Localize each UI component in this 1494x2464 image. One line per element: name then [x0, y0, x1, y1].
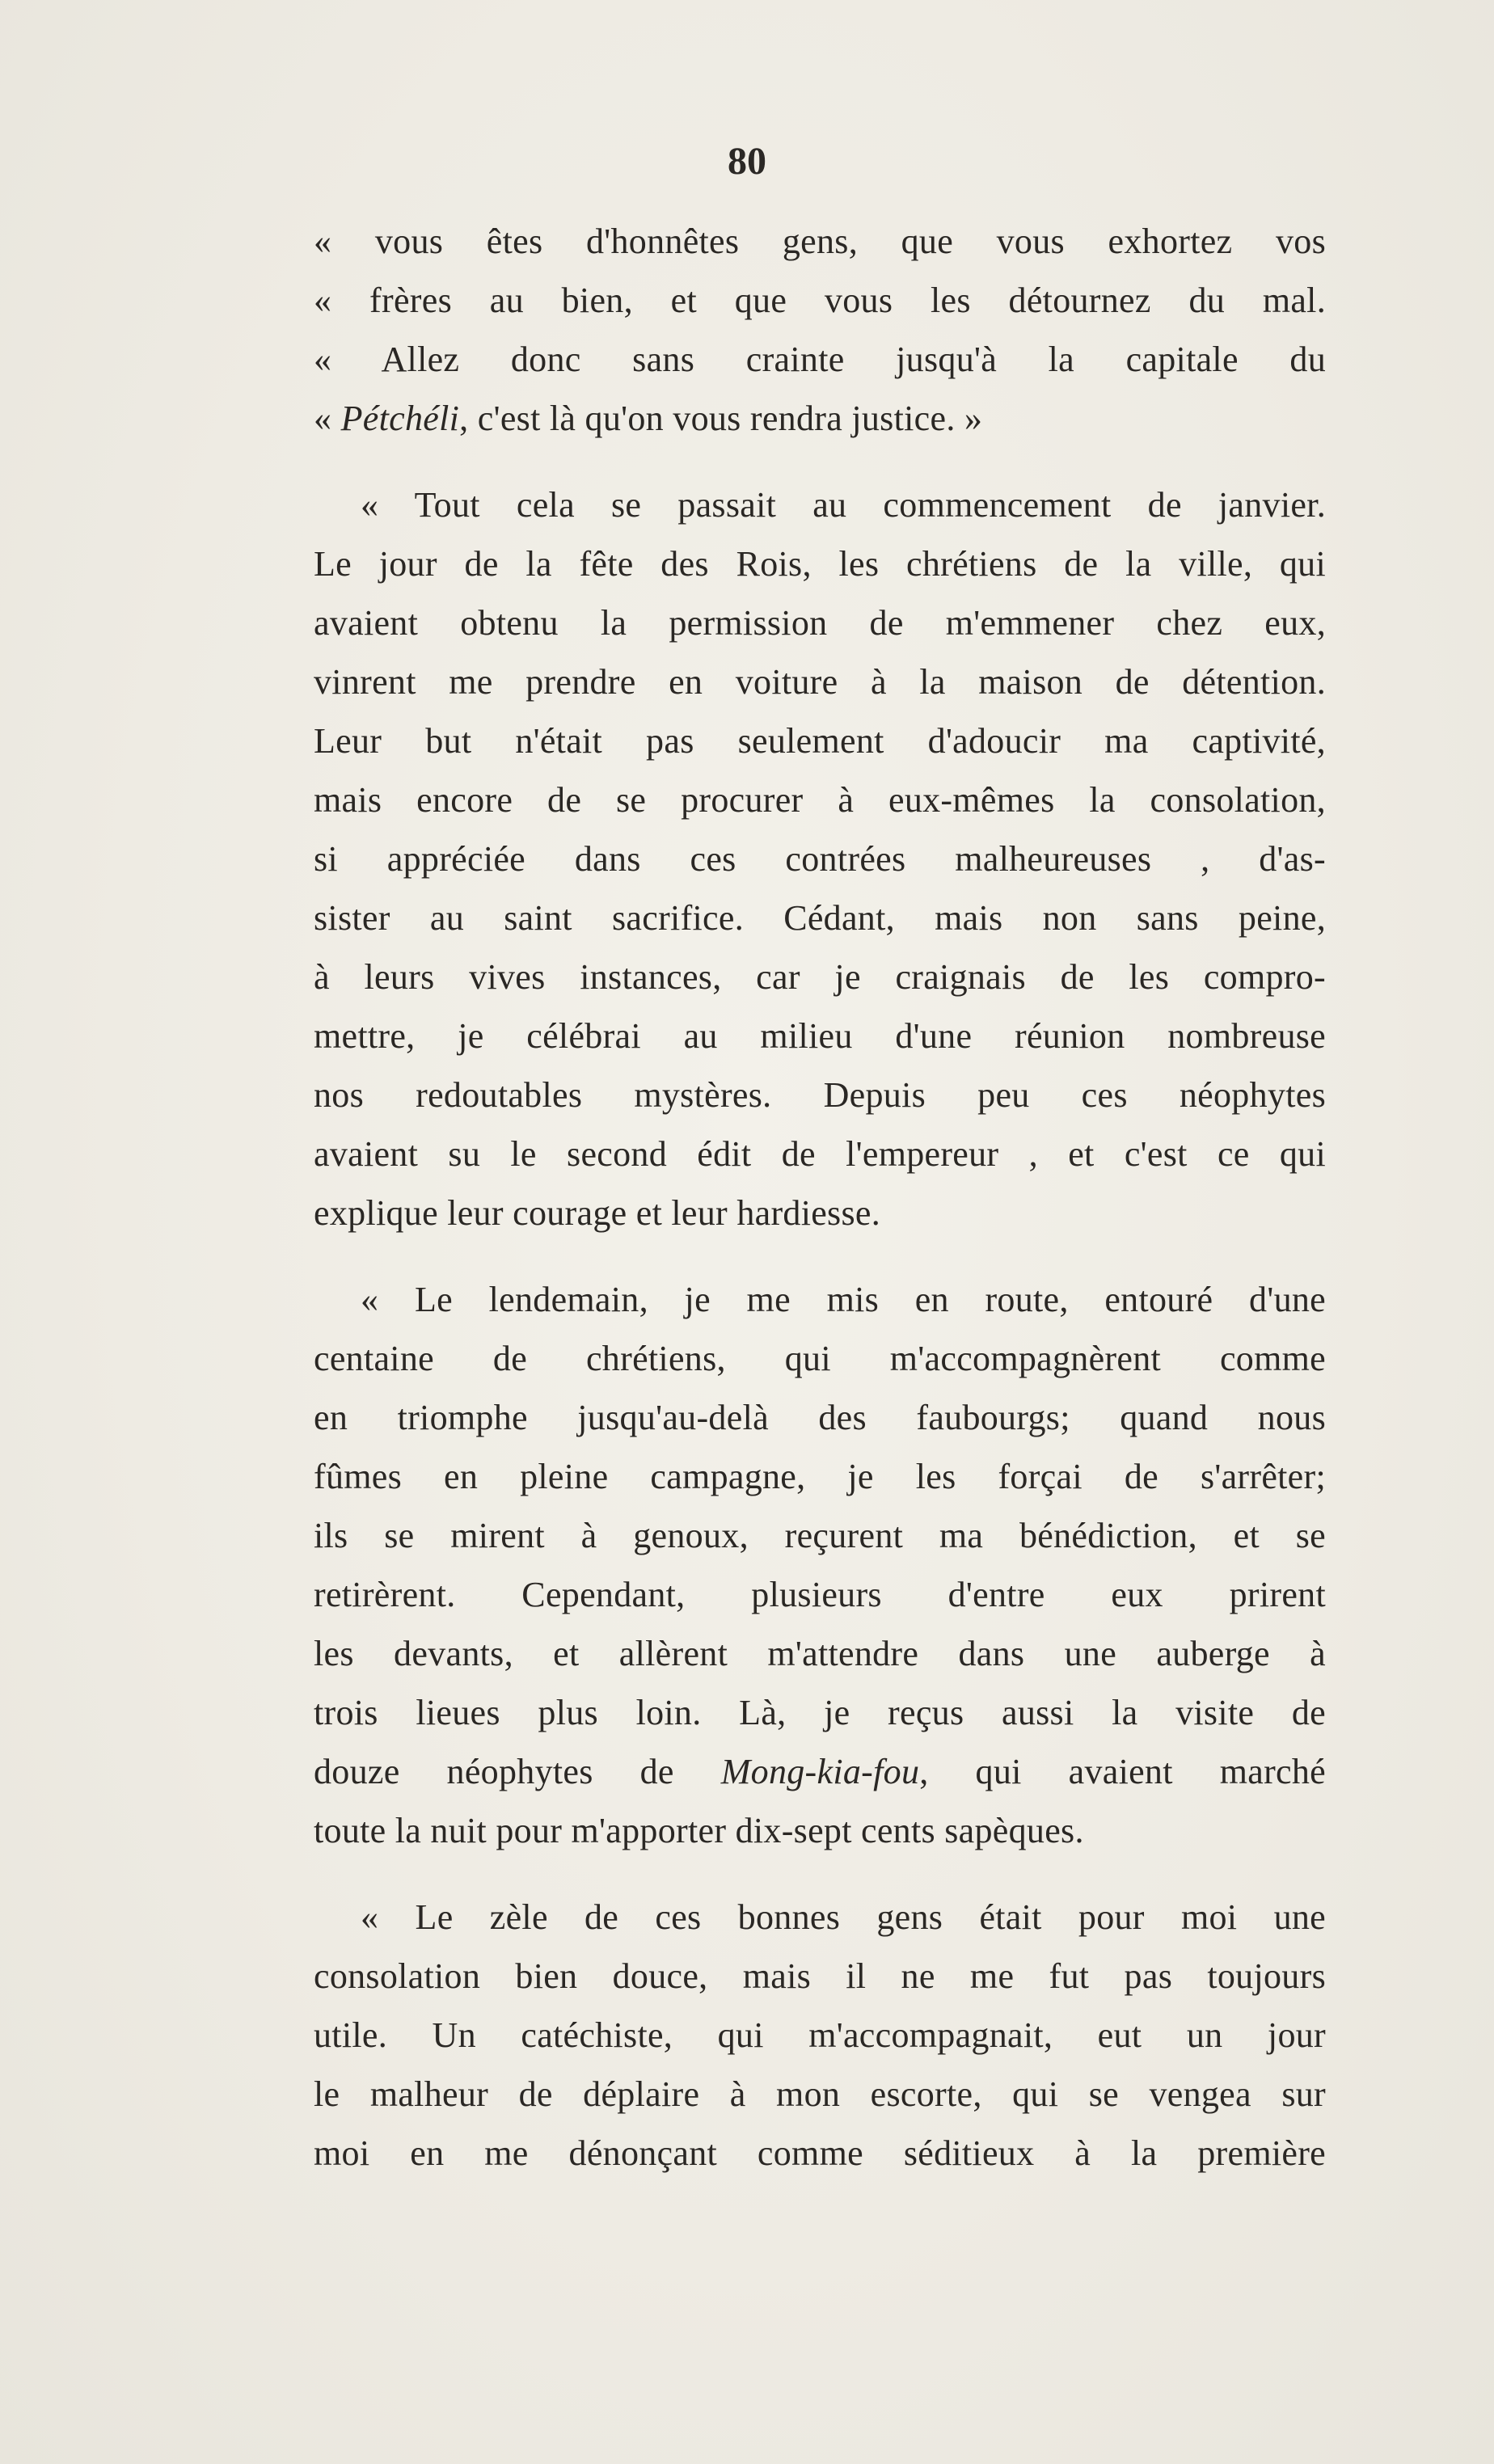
text-span: , qui avaient marché	[919, 1752, 1326, 1791]
text-line: ils se mirent à genoux, reçurent ma bénédiction, et se	[314, 1516, 1326, 1555]
text-line: « Le zèle de ces bonnes gens était pour moi une	[361, 1897, 1326, 1937]
text-line: explique leur courage et leur hardiesse.	[314, 1193, 881, 1233]
body-text	[314, 212, 1326, 2183]
text-line: centaine de chrétiens, qui m'accompagnèrent comme	[314, 1339, 1326, 1378]
text-line: moi en me dénonçant comme séditieux à la première	[314, 2133, 1326, 2173]
text-line: vinrent me prendre en voiture à la maison de détention.	[314, 662, 1326, 702]
text-line: « frères au bien, et que vous les détournez du mal.	[314, 281, 1326, 320]
text-line: « Allez donc sans crainte jusqu'à la capitale du	[314, 340, 1326, 379]
text-line: sister au saint sacrifice. Cédant, mais non sans peine,	[314, 898, 1326, 938]
text-span: douze néophytes de	[314, 1752, 721, 1791]
text-line: en triomphe jusqu'au-delà des faubourgs; quand nous	[314, 1398, 1326, 1437]
text-line: le malheur de déplaire à mon escorte, qui se vengea sur	[314, 2074, 1326, 2114]
text-line: consolation bien douce, mais il ne me fut pas toujours	[314, 1956, 1326, 1996]
text-line: « vous êtes d'honnêtes gens, que vous exhortez vos	[314, 222, 1326, 261]
text-line: trois lieues plus loin. Là, je reçus aussi la visite de	[314, 1693, 1326, 1732]
text-line: avaient obtenu la permission de m'emmener chez eux,	[314, 603, 1326, 643]
text-span: , c'est là qu'on vous rendra justice. »	[459, 399, 983, 438]
text-span: «	[314, 399, 341, 438]
text-line	[314, 1742, 1326, 1801]
text-line: « Tout cela se passait au commencement de janvier.	[361, 485, 1326, 525]
page-number: 80	[728, 140, 766, 183]
text-line: à leurs vives instances, car je craignais de les compro-	[314, 957, 1326, 997]
place-name-pecheli: Pétchéli	[340, 399, 460, 438]
text-line: retirèrent. Cependant, plusieurs d'entre eux prirent	[314, 1575, 1326, 1614]
paragraph	[314, 1888, 1326, 2183]
paragraph	[314, 1270, 1326, 1860]
text-line: toute la nuit pour m'apporter dix-sept cents sapèques.	[314, 1811, 1084, 1850]
text-line: Le jour de la fête des Rois, les chrétiens de la ville, qui	[314, 544, 1326, 584]
text-line: mais encore de se procurer à eux-mêmes la consolation,	[314, 780, 1326, 820]
text-line: avaient su le second édit de l'empereur , et c'est ce qui	[314, 1134, 1326, 1174]
paragraph	[314, 475, 1326, 1243]
text-line: fûmes en pleine campagne, je les forçai de s'arrêter;	[314, 1457, 1326, 1496]
text-line: mettre, je célébrai au milieu d'une réunion nombreuse	[314, 1016, 1326, 1056]
text-line: si appréciée dans ces contrées malheureuses , d'as-	[314, 839, 1326, 879]
text-line: nos redoutables mystères. Depuis peu ces néophytes	[314, 1075, 1326, 1115]
text-line: « Le lendemain, je me mis en route, entouré d'une	[361, 1280, 1326, 1319]
text-line: Leur but n'était pas seulement d'adoucir ma captivité,	[314, 721, 1326, 761]
paragraph	[314, 212, 1326, 448]
text-line	[314, 389, 1326, 448]
text-line: utile. Un catéchiste, qui m'accompagnait, eut un jour	[314, 2015, 1326, 2055]
place-name-mong-kia-fou: Mong-kia-fou	[720, 1752, 920, 1791]
text-line: les devants, et allèrent m'attendre dans une auberge à	[314, 1634, 1326, 1673]
